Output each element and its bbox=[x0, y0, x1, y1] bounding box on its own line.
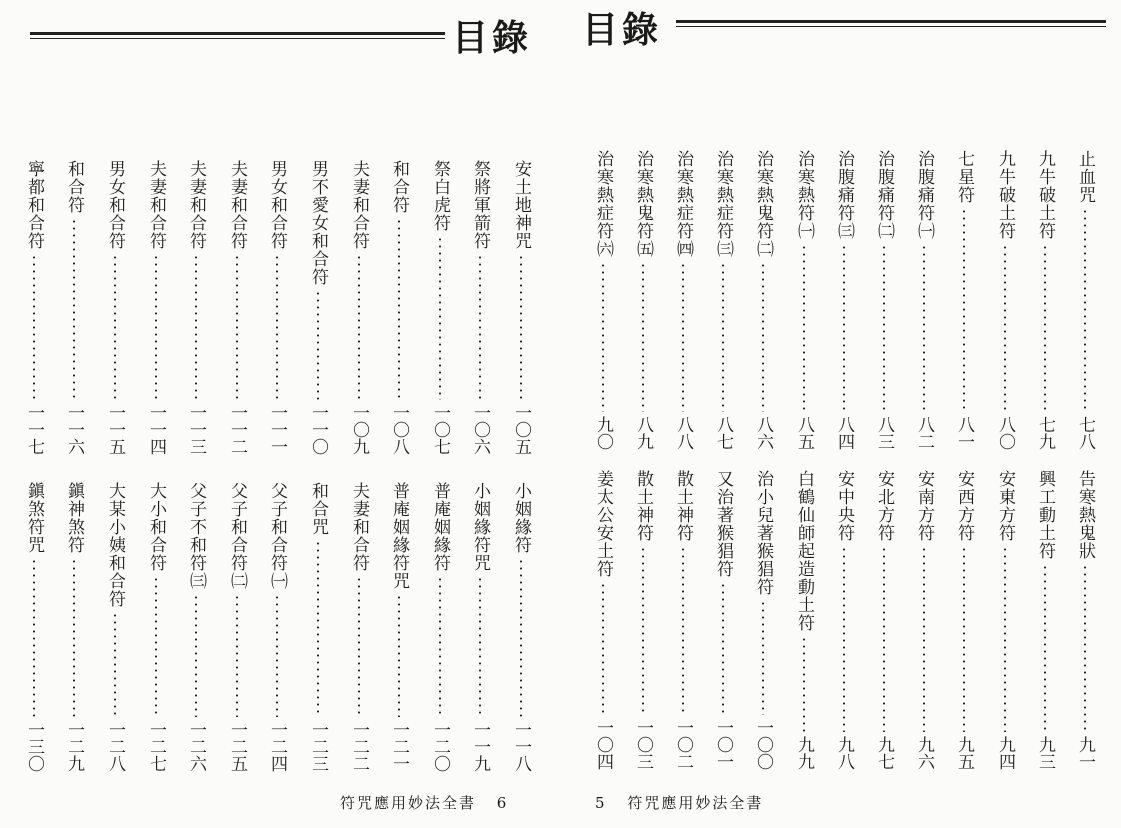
toc-entry bbox=[102, 482, 128, 772]
toc-entry-title: 安西方符 bbox=[954, 470, 974, 542]
toc-entry-title: 又治著猴猖符 bbox=[713, 470, 733, 578]
toc-entry bbox=[670, 470, 696, 770]
toc-entry bbox=[992, 150, 1018, 450]
toc-entry-page: 一二二 bbox=[349, 721, 369, 772]
toc-entry-page: 九三 bbox=[1035, 736, 1055, 770]
toc-entry-page: 八八 bbox=[673, 416, 693, 450]
toc-entry bbox=[183, 482, 209, 772]
toc-entry bbox=[1072, 470, 1098, 770]
dot-leader bbox=[479, 254, 481, 400]
dot-leader bbox=[1084, 564, 1086, 732]
toc-entry-title: 散土神符 bbox=[673, 470, 693, 542]
toc-entry bbox=[1032, 150, 1058, 450]
toc-entry-page: 八七 bbox=[713, 416, 733, 450]
toc-entry bbox=[951, 150, 977, 450]
toc-entry-page: 九七 bbox=[874, 736, 894, 770]
toc-entry-page: 一一二 bbox=[227, 404, 247, 455]
toc-entry-title: 夫妻和合符 bbox=[349, 160, 369, 250]
toc-entry-title: 九牛破土符 bbox=[1035, 150, 1055, 240]
toc-entry-title: 治寒熱症符㈥ bbox=[593, 150, 613, 258]
dot-leader bbox=[803, 244, 805, 412]
toc-entry-title: 寧都和合符 bbox=[24, 160, 44, 250]
toc-entry-title: 夫妻和合符 bbox=[186, 160, 206, 250]
toc-entry-title: 散土神符 bbox=[633, 470, 653, 542]
toc-entry-title: 興工動土符 bbox=[1035, 470, 1055, 560]
toc-entry-page: 一一七 bbox=[24, 404, 44, 455]
toc-entry bbox=[346, 482, 372, 772]
dot-leader bbox=[195, 254, 197, 400]
toc-entry-page: 一三〇 bbox=[24, 721, 44, 772]
toc-entry-page: 九一 bbox=[1075, 736, 1095, 770]
dot-leader bbox=[963, 208, 965, 412]
toc-entry-title: 治腹痛符㈡ bbox=[874, 150, 894, 240]
header-rule-left bbox=[30, 32, 445, 39]
toc-entry bbox=[264, 482, 290, 772]
toc-entry-title: 姜太公安土符 bbox=[593, 470, 613, 578]
toc-entry-page: 一一五 bbox=[105, 404, 125, 455]
dot-leader bbox=[114, 254, 116, 400]
dot-leader bbox=[602, 582, 604, 715]
toc-entry bbox=[951, 470, 977, 770]
footer-left bbox=[340, 792, 508, 813]
toc-entry bbox=[831, 150, 857, 450]
header-title-left: 目錄 bbox=[452, 17, 533, 59]
toc-entry-page: 八〇 bbox=[995, 416, 1015, 450]
toc-entry-title: 大小和合符 bbox=[146, 482, 166, 572]
toc-entry bbox=[305, 482, 331, 772]
toc-entry-title: 治寒熱鬼符㈤ bbox=[633, 150, 653, 258]
toc-entry bbox=[670, 150, 696, 450]
toc-entry-title: 普庵姻緣符 bbox=[430, 482, 450, 572]
dot-leader bbox=[236, 594, 238, 717]
dot-leader bbox=[439, 576, 441, 717]
toc-entry-title: 和合符 bbox=[389, 160, 409, 214]
dot-leader bbox=[195, 594, 197, 717]
toc-entry bbox=[305, 160, 331, 455]
footer-page-number-right: 5 bbox=[595, 794, 607, 812]
toc-entry bbox=[1072, 150, 1098, 450]
toc-entry-page: 一〇三 bbox=[633, 719, 653, 770]
dot-leader bbox=[1084, 208, 1086, 412]
toc-entry bbox=[224, 160, 250, 455]
toc-entry-page: 一二八 bbox=[105, 721, 125, 772]
toc-entry-page: 一二七 bbox=[146, 721, 166, 772]
toc-entry-title: 治腹痛符㈠ bbox=[914, 150, 934, 240]
dot-leader bbox=[398, 594, 400, 717]
dot-leader bbox=[682, 546, 684, 715]
dot-leader bbox=[520, 254, 522, 400]
dot-leader bbox=[155, 576, 157, 717]
toc-entry-page: 一〇〇 bbox=[753, 719, 773, 770]
toc-entry bbox=[143, 160, 169, 455]
dot-leader bbox=[439, 236, 441, 400]
toc-entry-title: 父子不和符㈢ bbox=[186, 482, 206, 590]
toc-entry-title: 男女和合符 bbox=[105, 160, 125, 250]
toc-entry bbox=[710, 470, 736, 770]
toc-entry bbox=[710, 150, 736, 450]
toc-entry-title: 鎭煞符咒 bbox=[24, 482, 44, 554]
toc-entry-title: 和合符 bbox=[64, 160, 84, 214]
toc-entry-page: 一〇二 bbox=[673, 719, 693, 770]
toc-entry-title: 告寒熱鬼狀 bbox=[1075, 470, 1095, 560]
toc-entry-page: 八三 bbox=[874, 416, 894, 450]
dot-leader bbox=[73, 558, 75, 717]
toc-entry bbox=[61, 482, 87, 772]
toc-entry-page: 八二 bbox=[914, 416, 934, 450]
toc-entry-page: 一二〇 bbox=[430, 721, 450, 772]
toc-entry-page: 八一 bbox=[954, 416, 974, 450]
toc-entry bbox=[750, 150, 776, 450]
toc-entry bbox=[467, 482, 493, 772]
dot-leader bbox=[155, 254, 157, 400]
toc-entry bbox=[911, 150, 937, 450]
toc-entry bbox=[224, 482, 250, 772]
toc-entry bbox=[630, 150, 656, 450]
toc-entry-page: 九八 bbox=[834, 736, 854, 770]
dot-leader bbox=[883, 244, 885, 412]
toc-entry-page: 一一一 bbox=[267, 404, 287, 455]
toc-entry-page: 一二四 bbox=[267, 721, 287, 772]
toc-entry-page: 一〇七 bbox=[430, 404, 450, 455]
toc-entry-page: 一一九 bbox=[470, 721, 490, 772]
toc-entry-title: 白鶴仙師起造動土符 bbox=[794, 470, 814, 632]
toc-entry-page: 九九 bbox=[794, 736, 814, 770]
toc-entry-title: 祭將軍箭符 bbox=[470, 160, 490, 250]
footer-book-title-left: 符咒應用妙法全書 bbox=[340, 794, 477, 812]
dot-leader bbox=[236, 254, 238, 400]
dot-leader bbox=[923, 546, 925, 732]
toc-entry-title: 男女和合符 bbox=[267, 160, 287, 250]
toc-entry bbox=[871, 150, 897, 450]
toc-entry-page: 一〇五 bbox=[511, 404, 531, 455]
toc-entry-page: 一〇一 bbox=[713, 719, 733, 770]
toc-entry bbox=[508, 482, 534, 772]
header-title-right: 目錄 bbox=[582, 9, 663, 51]
toc-entry-page: 八四 bbox=[834, 416, 854, 450]
dot-leader bbox=[114, 612, 116, 717]
toc-entry bbox=[427, 160, 453, 455]
dot-leader bbox=[642, 546, 644, 715]
toc-entry-title: 父子和合符㈡ bbox=[227, 482, 247, 590]
toc-entry-page: 一二九 bbox=[64, 721, 84, 772]
toc-entry bbox=[467, 160, 493, 455]
toc-entry bbox=[590, 150, 616, 450]
toc-entry-page: 一〇八 bbox=[389, 404, 409, 455]
dot-leader bbox=[843, 244, 845, 412]
dot-leader bbox=[479, 576, 481, 717]
toc-entry-title: 治寒熱症符㈣ bbox=[673, 150, 693, 258]
toc-entry-title: 和合咒 bbox=[308, 482, 328, 536]
dot-leader bbox=[33, 254, 35, 400]
toc-entry-title: 安東方符 bbox=[995, 470, 1015, 542]
toc-entry-title: 治寒熱鬼符㈡ bbox=[753, 150, 773, 258]
toc-entry bbox=[871, 470, 897, 770]
toc-entry-page: 九〇 bbox=[593, 416, 613, 450]
toc-entry bbox=[183, 160, 209, 455]
toc-entry bbox=[992, 470, 1018, 770]
toc-entry-title: 夫妻和合符 bbox=[227, 160, 247, 250]
toc-entry-page: 一〇六 bbox=[470, 404, 490, 455]
toc-entry-page: 一一八 bbox=[511, 721, 531, 772]
toc-entry-page: 一二六 bbox=[186, 721, 206, 772]
toc-entry-title: 祭白虎符 bbox=[430, 160, 450, 232]
toc-entry bbox=[143, 482, 169, 772]
toc-entry-page: 一〇四 bbox=[593, 719, 613, 770]
toc-entry-page: 一二三 bbox=[308, 721, 328, 772]
dot-leader bbox=[1004, 546, 1006, 732]
dot-leader bbox=[923, 244, 925, 412]
toc-entry bbox=[791, 470, 817, 770]
dot-leader bbox=[1004, 244, 1006, 412]
toc-entry-page: 九五 bbox=[954, 736, 974, 770]
toc-entry-title: 治小兒著猴猖符 bbox=[753, 470, 773, 596]
toc-entry-title: 鎭神煞符 bbox=[64, 482, 84, 554]
toc-entry-page: 九四 bbox=[995, 736, 1015, 770]
dot-leader bbox=[722, 262, 724, 412]
toc-entry bbox=[911, 470, 937, 770]
dot-leader bbox=[317, 290, 319, 400]
dot-leader bbox=[722, 582, 724, 715]
dot-leader bbox=[963, 546, 965, 732]
dot-leader bbox=[358, 576, 360, 717]
toc-entry bbox=[427, 482, 453, 772]
toc-entry-title: 小姻緣符 bbox=[511, 482, 531, 554]
toc-entry bbox=[508, 160, 534, 455]
dot-leader bbox=[762, 262, 764, 412]
dot-leader bbox=[602, 262, 604, 412]
toc-entry-title: 普庵姻緣符咒 bbox=[389, 482, 409, 590]
footer-page-number-left: 6 bbox=[496, 794, 509, 812]
toc-entry-title: 七星符 bbox=[954, 150, 974, 204]
dot-leader bbox=[682, 262, 684, 412]
toc-entry-page: 七八 bbox=[1075, 416, 1095, 450]
toc-entry-page: 一〇九 bbox=[349, 404, 369, 455]
dot-leader bbox=[358, 254, 360, 400]
toc-entry bbox=[346, 160, 372, 455]
toc-entry-title: 小姻緣符咒 bbox=[470, 482, 490, 572]
header-rule-right bbox=[676, 20, 1106, 27]
toc-entry-title: 治腹痛符㈢ bbox=[834, 150, 854, 240]
toc-entry bbox=[590, 470, 616, 770]
toc-entry-title: 安北方符 bbox=[874, 470, 894, 542]
dot-leader bbox=[803, 636, 805, 732]
toc-entry bbox=[102, 160, 128, 455]
toc-entry-title: 夫妻和合符 bbox=[146, 160, 166, 250]
dot-leader bbox=[276, 594, 278, 717]
toc-entry-title: 男不愛女和合符 bbox=[308, 160, 328, 286]
toc-entry-title: 安南方符 bbox=[914, 470, 934, 542]
toc-entry-title: 止血咒 bbox=[1075, 150, 1095, 204]
toc-entry-page: 九六 bbox=[914, 736, 934, 770]
toc-entry-title: 安中央符 bbox=[834, 470, 854, 542]
toc-entry bbox=[630, 470, 656, 770]
toc-entry bbox=[264, 160, 290, 455]
dot-leader bbox=[317, 540, 319, 717]
toc-entry-title: 父子和合符㈠ bbox=[267, 482, 287, 590]
footer-right bbox=[595, 792, 763, 813]
toc-entry-page: 一一三 bbox=[186, 404, 206, 455]
toc-entry-page: 一二一 bbox=[389, 721, 409, 772]
toc-entry-page: 一一四 bbox=[146, 404, 166, 455]
toc-entry-title: 治寒熱符㈠ bbox=[794, 150, 814, 240]
toc-entry-title: 治寒熱症符㈢ bbox=[713, 150, 733, 258]
dot-leader bbox=[73, 218, 75, 400]
dot-leader bbox=[843, 546, 845, 732]
dot-leader bbox=[276, 254, 278, 400]
toc-entry bbox=[750, 470, 776, 770]
toc-entry-page: 七九 bbox=[1035, 416, 1055, 450]
dot-leader bbox=[642, 262, 644, 412]
toc-entry bbox=[1032, 470, 1058, 770]
toc-entry-page: 八九 bbox=[633, 416, 653, 450]
toc-entry bbox=[831, 470, 857, 770]
toc-entry bbox=[61, 160, 87, 455]
toc-entry bbox=[791, 150, 817, 450]
toc-entry-page: 八五 bbox=[794, 416, 814, 450]
toc-entry-title: 九牛破土符 bbox=[995, 150, 1015, 240]
dot-leader bbox=[1044, 244, 1046, 412]
footer-book-title-right: 符咒應用妙法全書 bbox=[627, 794, 764, 812]
toc-entry-page: 一一六 bbox=[64, 404, 84, 455]
toc-entry bbox=[21, 160, 47, 455]
dot-leader bbox=[398, 218, 400, 400]
dot-leader bbox=[1044, 564, 1046, 732]
toc-entry bbox=[21, 482, 47, 772]
toc-entry bbox=[386, 482, 412, 772]
toc-entry-title: 大某小姨和合符 bbox=[105, 482, 125, 608]
dot-leader bbox=[883, 546, 885, 732]
toc-entry bbox=[386, 160, 412, 455]
toc-entry-page: 一二五 bbox=[227, 721, 247, 772]
dot-leader bbox=[33, 558, 35, 717]
toc-entry-page: 一一〇 bbox=[308, 404, 328, 455]
toc-entry-title: 安土地神咒 bbox=[511, 160, 531, 250]
toc-entry-page: 八六 bbox=[753, 416, 773, 450]
toc-entry-title: 夫妻和合符 bbox=[349, 482, 369, 572]
dot-leader bbox=[762, 600, 764, 715]
dot-leader bbox=[520, 558, 522, 717]
